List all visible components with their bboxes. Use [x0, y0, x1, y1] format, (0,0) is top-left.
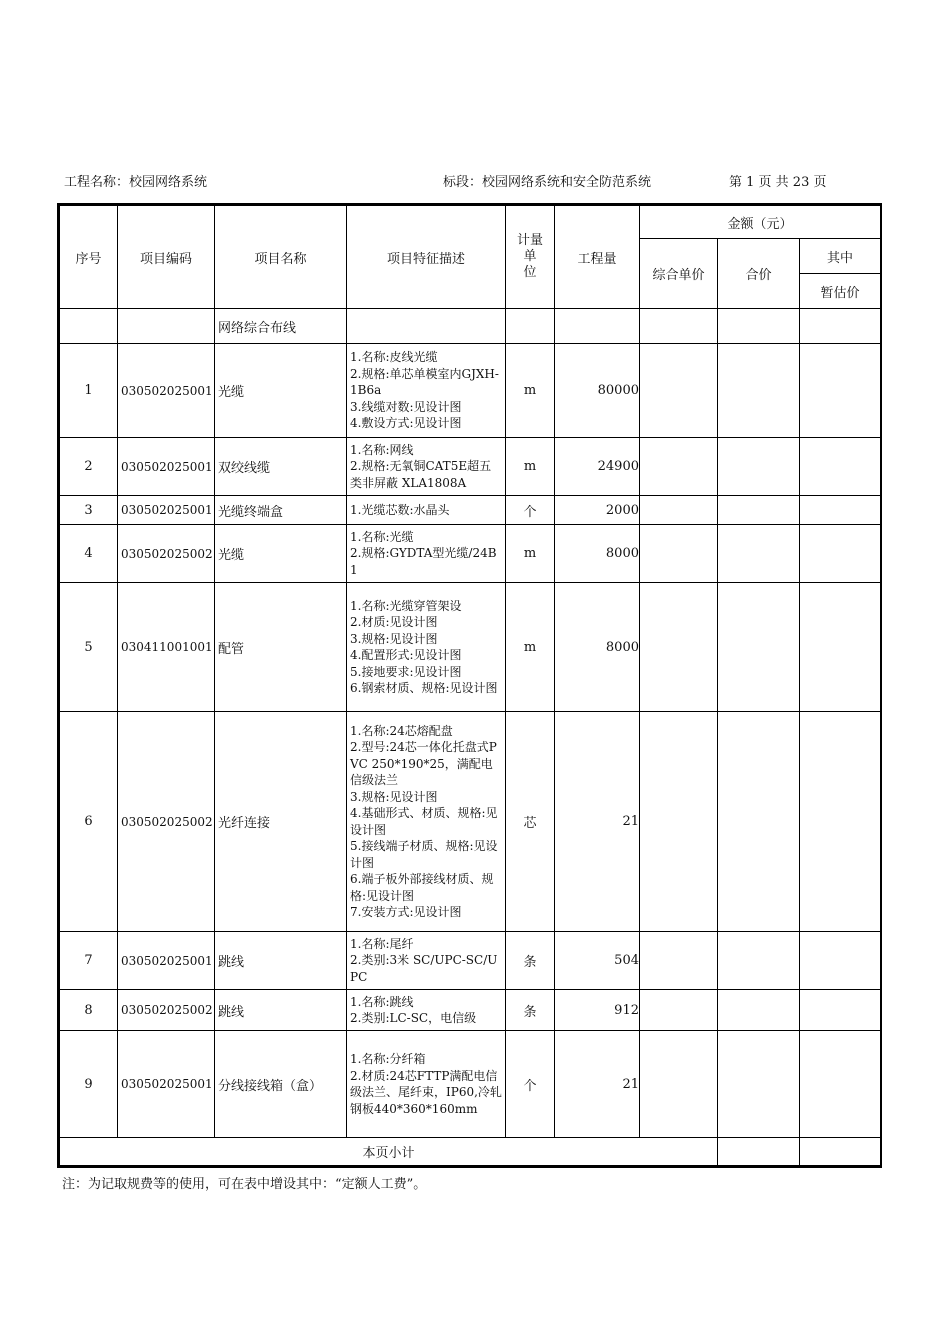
row-provisional [800, 990, 881, 1031]
row-name: 跳线 [215, 990, 347, 1031]
table-row [60, 1031, 881, 1138]
row-provisional [800, 1031, 881, 1138]
row-unit-price [640, 932, 718, 990]
row-code: 030502025002 [118, 525, 215, 583]
desc-line: 1.名称:跳线 [350, 994, 414, 1009]
row-seq: 5 [60, 583, 118, 712]
col-seq: 序号 [60, 206, 118, 309]
section-name: 标段：校园网络系统和安全防范系统 [443, 175, 652, 190]
row-qty: 912 [555, 990, 640, 1031]
row-desc [347, 525, 506, 583]
table-row [60, 990, 881, 1031]
col-among: 其中 [800, 239, 881, 274]
table-row [60, 438, 881, 496]
col-desc: 项目特征描述 [347, 206, 506, 309]
desc-line: 3.线缆对数:见设计图 [350, 399, 462, 414]
row-code: 030502025001 [118, 496, 215, 525]
table-row [60, 344, 881, 438]
row-seq: 3 [60, 496, 118, 525]
row-desc [347, 583, 506, 712]
row-unit: 个 [506, 496, 555, 525]
row-provisional [800, 496, 881, 525]
desc-line: 2.类别:LC-SC，电信级 [350, 1011, 477, 1025]
row-desc [347, 496, 506, 525]
desc-line: 7.安装方式:见设计图 [350, 905, 462, 919]
row-name: 光缆终端盒 [215, 496, 347, 525]
row-total [718, 438, 800, 496]
row-unit-price [640, 496, 718, 525]
row-seq: 6 [60, 712, 118, 932]
row-unit-price [640, 525, 718, 583]
col-name: 项目名称 [215, 206, 347, 309]
desc-line: 2.材质:见设计图 [350, 615, 438, 629]
row-seq: 1 [60, 344, 118, 438]
row-name: 光纤连接 [215, 712, 347, 932]
row-qty: 504 [555, 932, 640, 990]
row-code: 030502025001 [118, 438, 215, 496]
col-unit-price: 综合单价 [640, 239, 718, 309]
desc-line: 3.规格:见设计图 [350, 631, 438, 646]
col-code: 项目编码 [118, 206, 215, 309]
row-unit-price [640, 583, 718, 712]
row-total [718, 990, 800, 1031]
desc-line: 4.基础形式、材质、规格:见设计图 [350, 806, 498, 837]
row-desc [347, 344, 506, 438]
table-row [60, 932, 881, 990]
desc-line: 6.端子板外部接线材质、规格:见设计图 [350, 872, 494, 903]
desc-line: 2.材质:24芯FTTP满配电信级法兰、尾纤束，IP60,冷轧钢板440*360*160mm [350, 1068, 502, 1116]
desc-line: 1.名称:光缆 [350, 529, 414, 544]
row-provisional [800, 525, 881, 583]
desc-line: 1.名称:分纤箱 [350, 1052, 426, 1066]
desc-line: 1.名称:尾纤 [350, 936, 414, 951]
row-unit-price [640, 712, 718, 932]
table-row [60, 496, 881, 525]
row-desc [347, 932, 506, 990]
row-unit: m [506, 438, 555, 496]
row-provisional [800, 583, 881, 712]
row-name: 双绞线缆 [215, 438, 347, 496]
page-info: 第 1 页 共 23 页 [729, 175, 827, 190]
row-code: 030411001001 [118, 583, 215, 712]
desc-line: 5.接线端子材质、规格:见设计图 [350, 839, 498, 870]
desc-line: 2.规格:单芯单模室内GJXH-1B6a [350, 366, 499, 398]
row-provisional [800, 344, 881, 438]
desc-line: 2.型号:24芯一体化托盘式PVC 250*190*25，满配电信级法兰 [350, 740, 497, 787]
row-code: 030502025001 [118, 1031, 215, 1138]
row-total [718, 1031, 800, 1138]
col-unit: 计量 单 位 [506, 206, 555, 309]
row-qty: 21 [555, 712, 640, 932]
footnote: 注：为记取规费等的使用，可在表中增设其中：“定额人工费”。 [62, 1177, 427, 1192]
row-code: 030502025001 [118, 932, 215, 990]
row-unit: 条 [506, 932, 555, 990]
row-name: 光缆 [215, 525, 347, 583]
desc-line: 1.名称:24芯熔配盘 [350, 723, 453, 738]
row-total [718, 712, 800, 932]
row-seq: 4 [60, 525, 118, 583]
row-qty: 80000 [555, 344, 640, 438]
row-unit-price [640, 344, 718, 438]
project-name: 工程名称：校园网络系统 [64, 175, 208, 190]
row-name: 光缆 [215, 344, 347, 438]
col-total: 合价 [718, 239, 800, 309]
col-provisional: 暂估价 [800, 274, 881, 309]
row-total [718, 932, 800, 990]
table-row [60, 583, 881, 712]
row-unit: m [506, 525, 555, 583]
row-qty: 21 [555, 1031, 640, 1138]
row-qty: 8000 [555, 525, 640, 583]
row-provisional [800, 438, 881, 496]
desc-line: 3.规格:见设计图 [350, 789, 438, 804]
desc-line: 1.名称:网线 [350, 442, 414, 457]
row-unit-price [640, 438, 718, 496]
desc-line: 1.光缆芯数:水晶头 [350, 502, 450, 517]
row-qty: 24900 [555, 438, 640, 496]
group-title: 网络综合布线 [215, 309, 347, 344]
col-qty: 工程量 [555, 206, 640, 309]
desc-line: 2.规格:GYDTA型光缆/24B1 [350, 546, 497, 577]
row-name: 跳线 [215, 932, 347, 990]
row-total [718, 525, 800, 583]
row-desc [347, 1031, 506, 1138]
row-seq: 9 [60, 1031, 118, 1138]
row-provisional [800, 712, 881, 932]
row-unit-price [640, 990, 718, 1031]
row-name: 配管 [215, 583, 347, 712]
desc-line: 4.敷设方式:见设计图 [350, 416, 462, 431]
row-name: 分线接线箱（盒） [215, 1031, 347, 1138]
row-total [718, 583, 800, 712]
row-desc [347, 712, 506, 932]
desc-line: 2.规格:无氧铜CAT5E超五类非屏蔽 XLA1808A [350, 459, 492, 490]
desc-line: 4.配置形式:见设计图 [350, 648, 462, 662]
row-unit: 条 [506, 990, 555, 1031]
col-amount: 金额（元） [640, 206, 881, 239]
row-unit: m [506, 583, 555, 712]
row-unit: 芯 [506, 712, 555, 932]
row-seq: 8 [60, 990, 118, 1031]
row-code: 030502025002 [118, 990, 215, 1031]
table-row [60, 712, 881, 932]
row-unit-price [640, 1031, 718, 1138]
bill-table [59, 205, 881, 1166]
table-row [60, 525, 881, 583]
row-total [718, 344, 800, 438]
row-seq: 2 [60, 438, 118, 496]
desc-line: 5.接地要求:见设计图 [350, 664, 462, 679]
row-seq: 7 [60, 932, 118, 990]
row-qty: 2000 [555, 496, 640, 525]
row-unit: 个 [506, 1031, 555, 1138]
row-desc [347, 438, 506, 496]
row-total [718, 496, 800, 525]
row-desc [347, 990, 506, 1031]
row-qty: 8000 [555, 583, 640, 712]
desc-line: 1.名称:皮线光缆 [350, 350, 438, 365]
row-unit: m [506, 344, 555, 438]
desc-line: 1.名称:光缆穿管架设 [350, 598, 462, 613]
desc-line: 6.钢索材质、规格:见设计图 [350, 681, 498, 695]
row-code: 030502025002 [118, 712, 215, 932]
row-provisional [800, 932, 881, 990]
desc-line: 2.类别:3米 SC/UPC-SC/UPC [350, 953, 498, 984]
row-code: 030502025001 [118, 344, 215, 438]
subtotal-label: 本页小计 [60, 1138, 718, 1166]
